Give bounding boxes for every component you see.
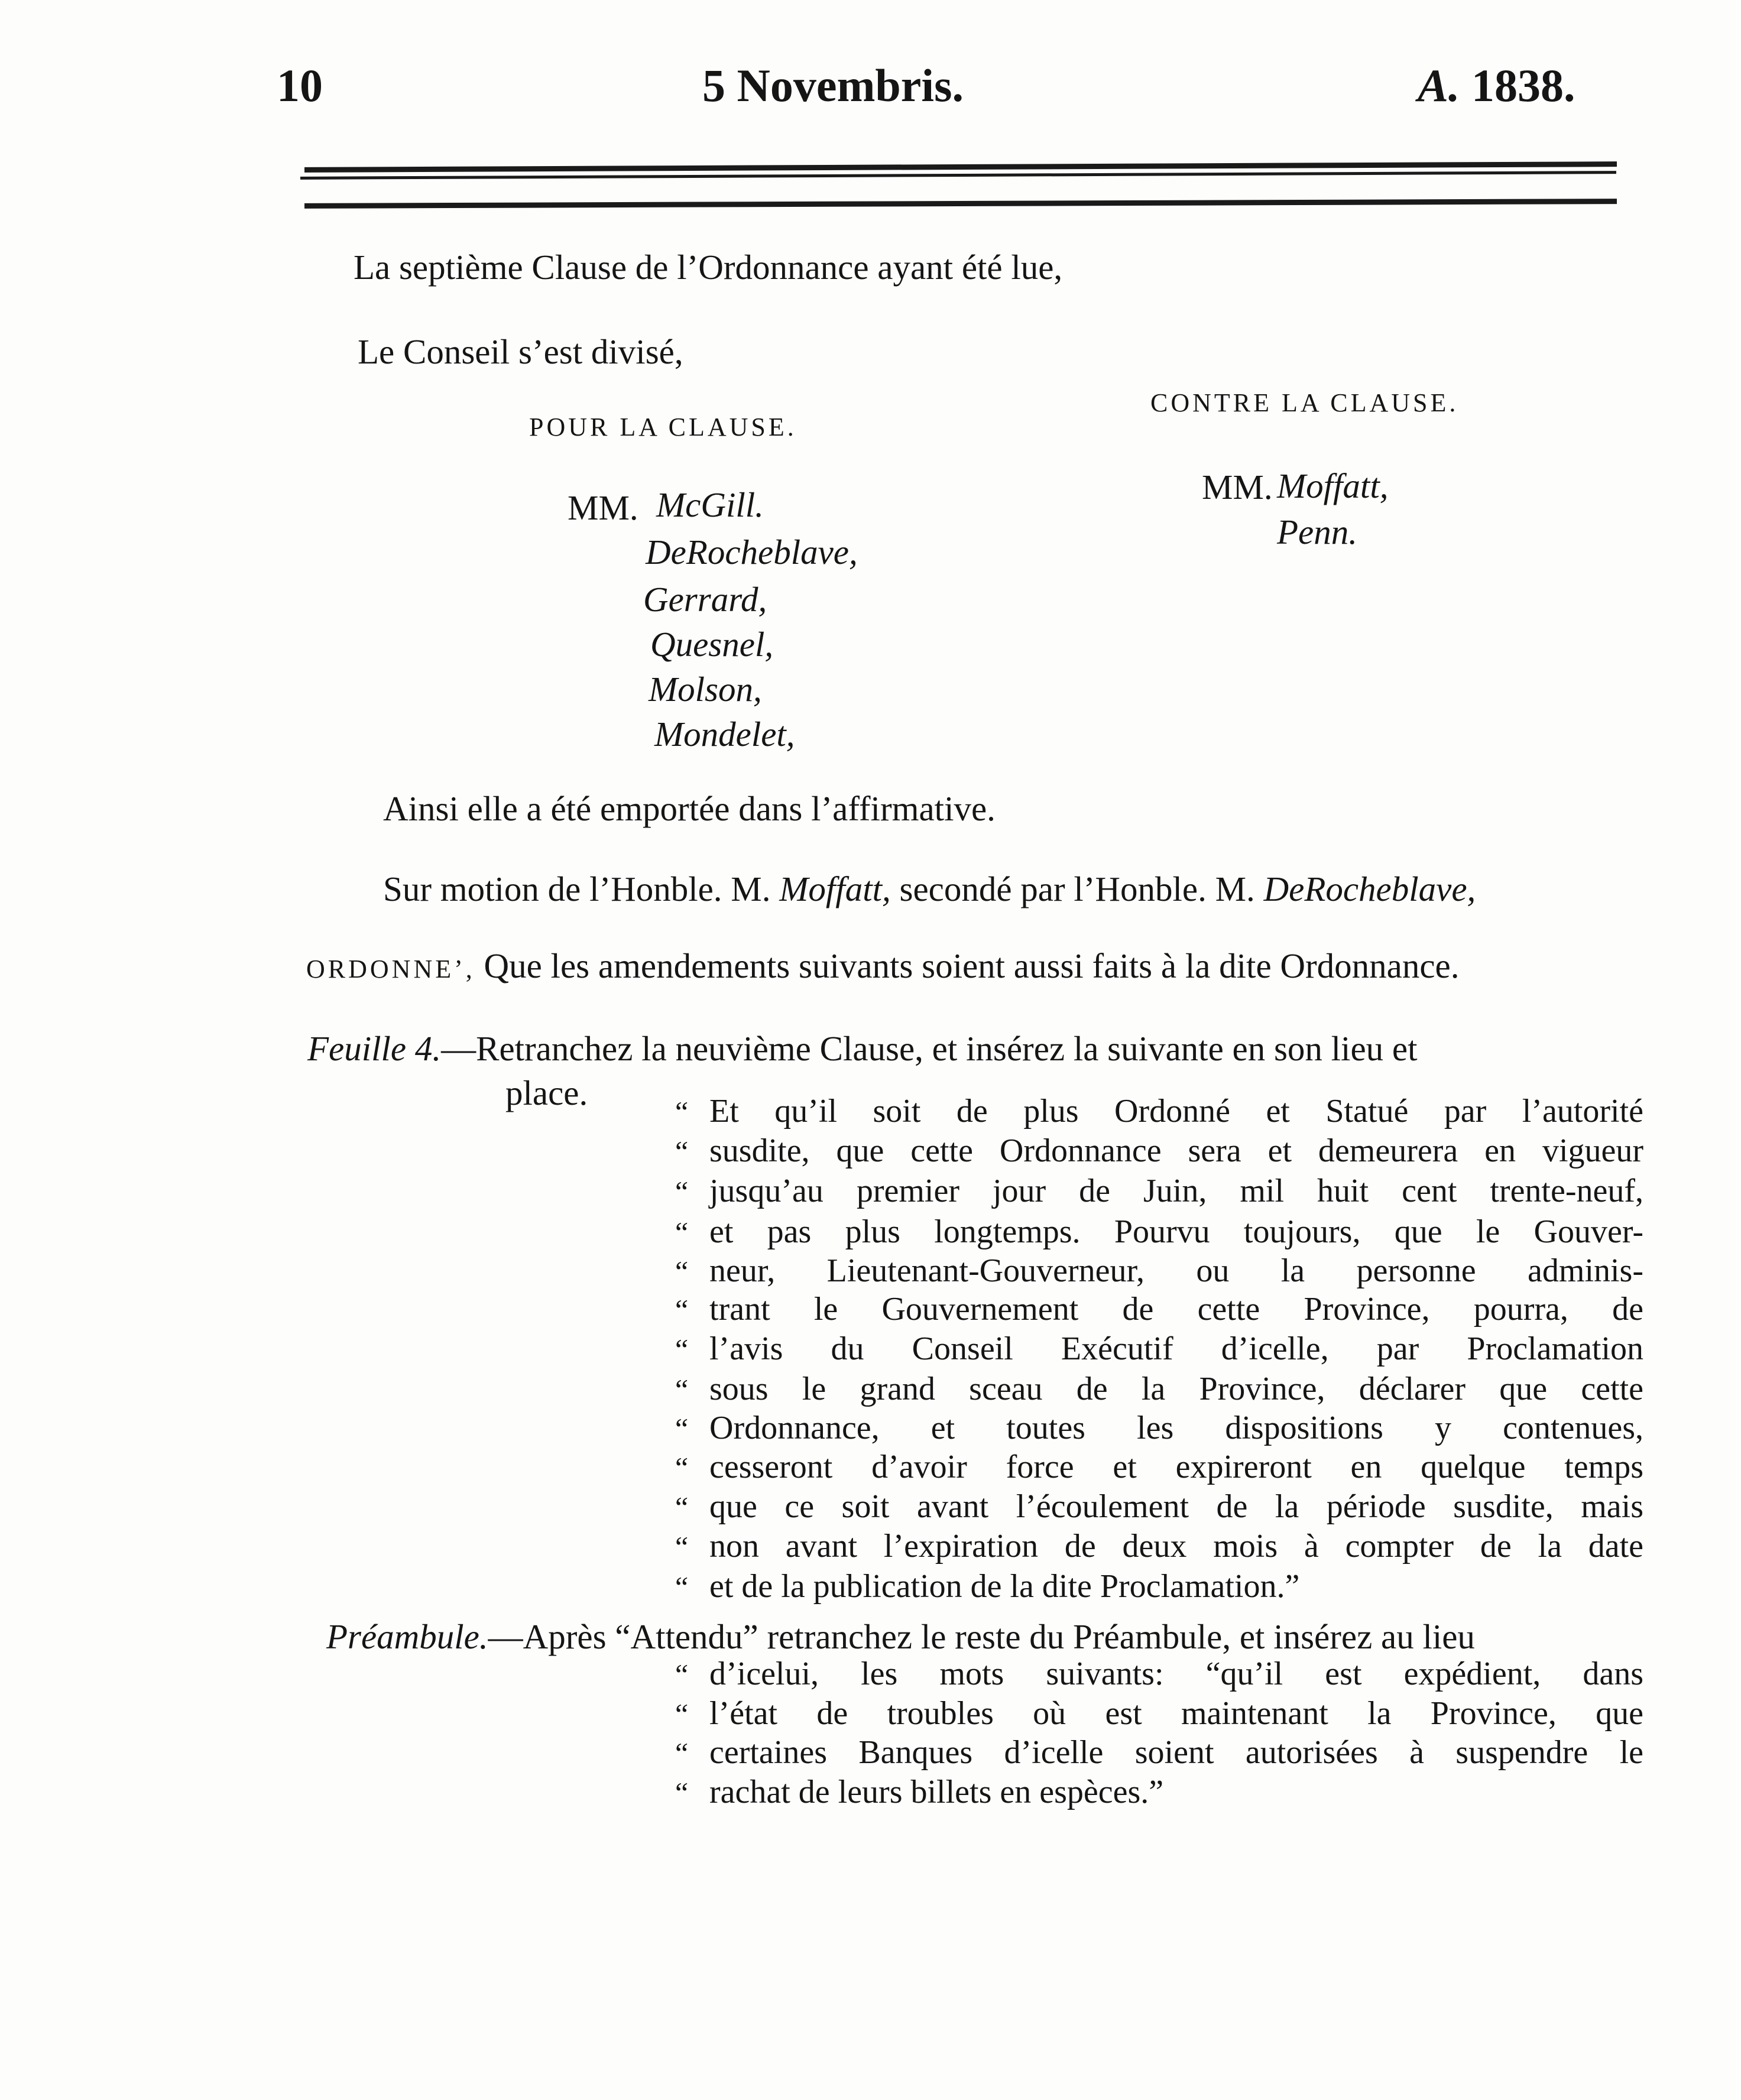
- quote-line: jusqu’au premier jour de Juin, mil huit cent trente-neuf,: [709, 1173, 1643, 1209]
- motion-lead: Sur motion de l’Honble. M.: [383, 869, 771, 908]
- amendment-2-line: [326, 1617, 1475, 1657]
- header-rule-lower: [304, 199, 1617, 209]
- quote-mark: “: [675, 1530, 689, 1563]
- quote-mark: “: [675, 1776, 689, 1809]
- amendment-2-label: Préambule.: [326, 1617, 488, 1656]
- for-mm-prefix: MM.: [568, 488, 638, 527]
- header-rule-thick: [304, 161, 1617, 173]
- quote-mark: “: [675, 1373, 689, 1406]
- for-name: Quesnel,: [650, 625, 774, 664]
- year-prefix: A.: [1418, 60, 1460, 111]
- for-name: Gerrard,: [643, 580, 767, 619]
- motion-line: [383, 869, 1476, 910]
- quote-line: cesseront d’avoir force et expireront en quelque temps: [709, 1449, 1643, 1485]
- quote-mark: “: [675, 1412, 689, 1445]
- quote-mark: “: [675, 1095, 689, 1128]
- for-name: McGill.: [656, 485, 764, 524]
- quote-line: susdite, que cette Ordonnance sera et demeurera en vigueur: [709, 1132, 1643, 1169]
- quote-line: et de la publication de la dite Proclamation.”: [709, 1568, 1300, 1605]
- motion-mover: Moffatt,: [779, 869, 891, 908]
- quote-mark: “: [675, 1293, 689, 1326]
- quote-line: certaines Banques d’icelle soient autorisées à suspendre le: [709, 1734, 1643, 1771]
- header-rule-thin: [300, 171, 1616, 180]
- page-number: 10: [277, 60, 323, 111]
- against-mm-prefix: MM.: [1202, 468, 1273, 507]
- header-date: 5 Novembris.: [702, 60, 964, 111]
- quote-mark: “: [675, 1255, 689, 1288]
- header-year: [1418, 59, 1575, 112]
- quote-line: neur, Lieutenant-Gouverneur, ou la personne adminis-: [709, 1252, 1643, 1289]
- amendment-1-text: —Retranchez la neuvième Clause, et insérez la suivante en son lieu et: [441, 1029, 1418, 1068]
- amendment-1-text-cont: place.: [505, 1073, 588, 1112]
- amendment-1-label: Feuille 4.: [307, 1029, 442, 1068]
- against-name: Moffatt,: [1277, 466, 1389, 505]
- quote-mark: “: [675, 1333, 689, 1366]
- quote-line: rachat de leurs billets en espèces.”: [709, 1774, 1164, 1810]
- quote-line: que ce soit avant l’écoulement de la période susdite, mais: [709, 1488, 1643, 1525]
- for-name: Mondelet,: [654, 715, 795, 754]
- result-line: Ainsi elle a été emportée dans l’affirmative.: [383, 789, 996, 828]
- quote-line: non avant l’expiration de deux mois à compter de la date: [709, 1528, 1643, 1565]
- ordered-line: [306, 946, 1459, 986]
- quote-line: sous le grand sceau de la Province, déclarer que cette: [709, 1371, 1643, 1407]
- clause-read-line: La septième Clause de l’Ordonnance ayant été lue,: [354, 248, 1063, 287]
- for-name: Molson,: [649, 670, 762, 709]
- quote-line: l’avis du Conseil Exécutif d’icelle, par Proclamation: [709, 1330, 1643, 1367]
- for-clause-heading: POUR LA CLAUSE.: [529, 413, 797, 442]
- quote-mark: “: [675, 1570, 689, 1604]
- quote-mark: “: [675, 1658, 689, 1691]
- quote-mark: “: [675, 1175, 689, 1208]
- quote-line: l’état de troubles où est maintenant la Province, que: [709, 1695, 1643, 1732]
- for-name: DeRocheblave,: [646, 533, 858, 572]
- amendment-1-line: [307, 1028, 1417, 1069]
- quote-line: trant le Gouvernement de cette Province, pourra, de: [709, 1291, 1643, 1327]
- against-name: Penn.: [1277, 512, 1357, 551]
- quote-line: d’icelui, les mots suivants: “qu’il est expédient, dans: [709, 1656, 1643, 1692]
- motion-seconder: DeRocheblave,: [1263, 869, 1476, 908]
- year-value: 1838.: [1471, 60, 1575, 111]
- ordered-word: ORDONNE’,: [306, 955, 475, 984]
- quote-line: et pas plus longtemps. Pourvu toujours, que le Gouver-: [709, 1213, 1643, 1250]
- quote-line: Et qu’il soit de plus Ordonné et Statué par l’autorité: [709, 1093, 1643, 1129]
- quote-line: Ordonnance, et toutes les dispositions y contenues,: [709, 1410, 1643, 1446]
- motion-middle: secondé par l’Honble. M.: [899, 869, 1255, 908]
- quote-mark: “: [675, 1451, 689, 1484]
- amendment-2-text: —Après “Attendu” retranchez le reste du Préambule, et insérez au lieu: [488, 1617, 1475, 1656]
- quote-mark: “: [675, 1135, 689, 1168]
- council-divided-line: Le Conseil s’est divisé,: [358, 332, 683, 371]
- quote-mark: “: [675, 1737, 689, 1770]
- quote-mark: “: [675, 1491, 689, 1524]
- quote-mark: “: [675, 1697, 689, 1731]
- against-clause-heading: CONTRE LA CLAUSE.: [1150, 388, 1459, 417]
- quote-mark: “: [675, 1216, 689, 1249]
- ordered-text: Que les amendements suivants soient aussi faits à la dite Ordonnance.: [484, 946, 1460, 985]
